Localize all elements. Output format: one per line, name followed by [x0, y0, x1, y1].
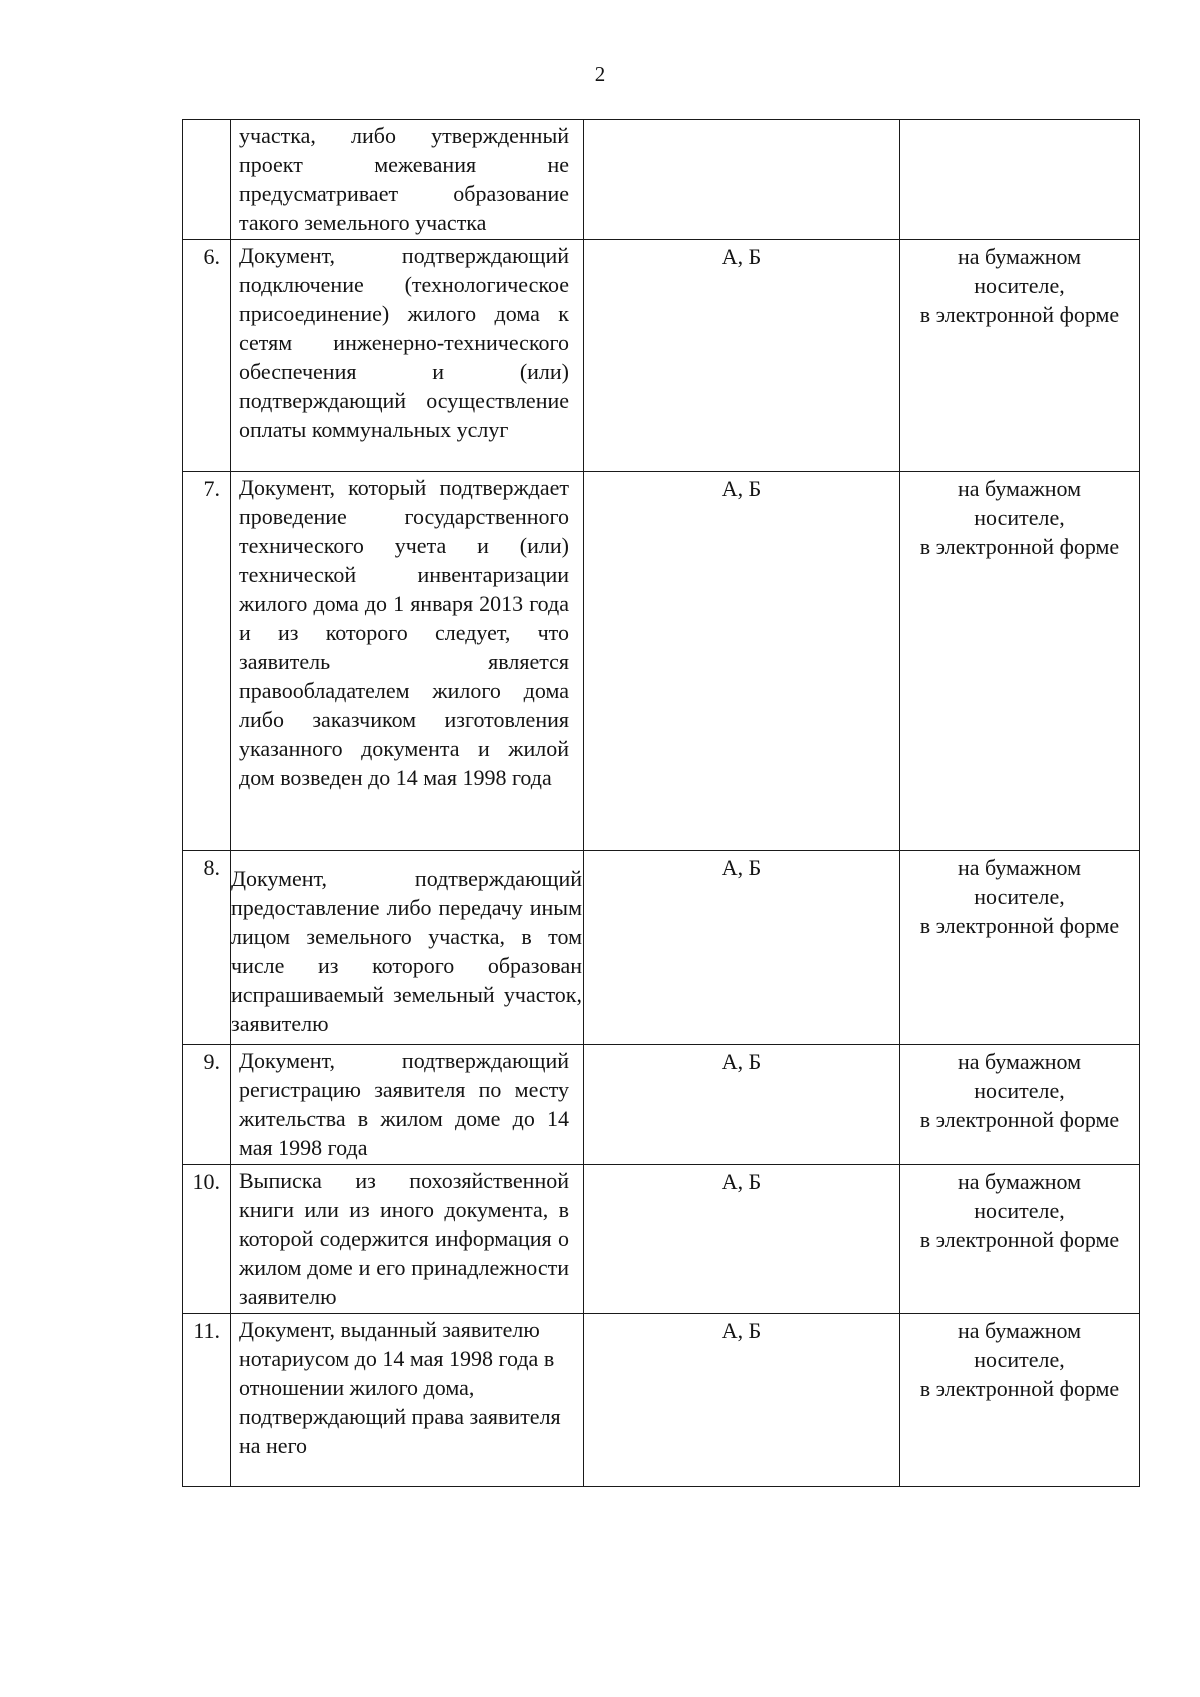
submission-form: на бумажном носителе, в электронной форме — [900, 1165, 1140, 1314]
submission-form: на бумажном носителе, в электронной форме — [900, 851, 1140, 1045]
applicant-category: А, Б — [584, 851, 900, 1045]
table-row — [183, 240, 1140, 472]
table-row — [183, 1314, 1140, 1487]
document-description: Документ, который подтверждает проведение государственного технического учета и (или) технической инвентаризации жилого дома до 1 января 2013 года и из которого следует, что заявитель является правообладателем жилого дома либо заказчиком изготовления указанного документа и жилой дом возведен до 14 мая 1998 года — [231, 472, 584, 851]
document-description: Документ, подтверждающий регистрацию заявителя по месту жительства в жилом доме до 14 мая 1998 года — [231, 1045, 584, 1165]
document-description: Документ, выданный заявителю нотариусом до 14 мая 1998 года в отношении жилого дома, подтверждающий права заявителя на него — [231, 1314, 584, 1487]
applicant-category: А, Б — [584, 1314, 900, 1487]
submission-form: на бумажном носителе, в электронной форме — [900, 240, 1140, 472]
applicant-category — [584, 120, 900, 240]
table-row — [183, 1165, 1140, 1314]
document-description: участка, либо утвержденный проект межевания не предусматривает образование такого земельного участка — [231, 120, 584, 240]
row-number: 6. — [183, 240, 231, 472]
applicant-category: А, Б — [584, 240, 900, 472]
document-description-text: Документ, подтверждающий предоставление либо передачу иным лицом земельного участка, в том числе из которого образован испрашиваемый земельный участок, заявителю — [231, 866, 582, 1036]
applicant-category: А, Б — [584, 472, 900, 851]
documents-table — [182, 119, 1140, 1487]
submission-form — [900, 120, 1140, 240]
applicant-category: А, Б — [584, 1165, 900, 1314]
row-number: 8. — [183, 851, 231, 1045]
applicant-category: А, Б — [584, 1045, 900, 1165]
table-row — [183, 1045, 1140, 1165]
submission-form: на бумажном носителе, в электронной форме — [900, 472, 1140, 851]
row-number: 9. — [183, 1045, 231, 1165]
submission-form: на бумажном носителе, в электронной форме — [900, 1314, 1140, 1487]
document-description — [231, 851, 584, 1045]
table-row — [183, 851, 1140, 1045]
row-number — [183, 120, 231, 240]
page-number: 2 — [594, 62, 606, 86]
table-row — [183, 120, 1140, 240]
table-row — [183, 472, 1140, 851]
row-number: 11. — [183, 1314, 231, 1487]
document-description: Выписка из похозяйственной книги или из иного документа, в которой содержится информация о жилом доме и его принадлежности заявителю — [231, 1165, 584, 1314]
row-number: 10. — [183, 1165, 231, 1314]
submission-form: на бумажном носителе, в электронной форме — [900, 1045, 1140, 1165]
row-number: 7. — [183, 472, 231, 851]
document-description: Документ, подтверждающий подключение (технологическое присоединение) жилого дома к сетям инженерно-технического обеспечения и (или) подтверждающий осуществление оплаты коммунальных услуг — [231, 240, 584, 472]
